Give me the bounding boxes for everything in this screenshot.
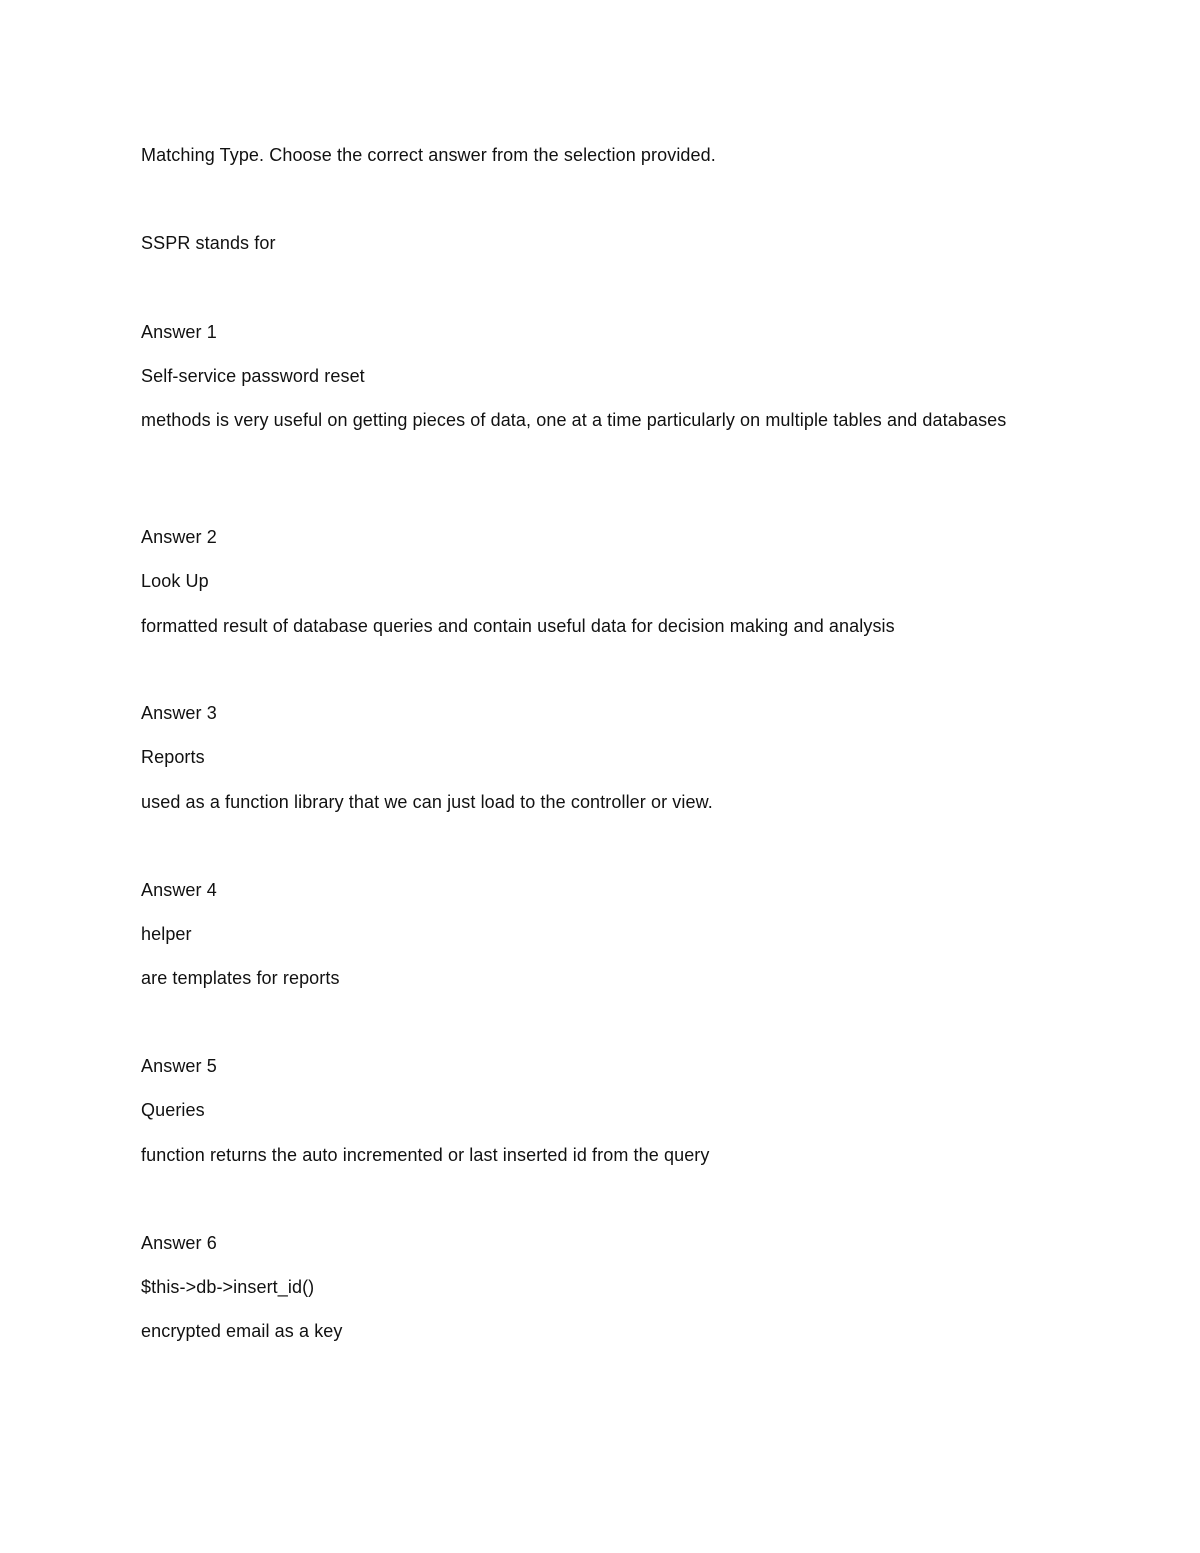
answer-2-label: Answer 2	[141, 527, 217, 547]
answer-4-label: Answer 4	[141, 880, 217, 900]
answer-4-next-prompt: are templates for reports	[141, 968, 340, 988]
instructions-text: Matching Type. Choose the correct answer from the selection provided.	[141, 145, 716, 165]
answer-3-value: Reports	[141, 747, 205, 767]
answer-1-label: Answer 1	[141, 322, 217, 342]
answer-4-value: helper	[141, 924, 192, 944]
answer-6-next-prompt: encrypted email as a key	[141, 1321, 343, 1341]
answer-1-next-prompt: methods is very useful on getting pieces of data, one at a time particularly on multiple tables and databases	[141, 410, 1007, 430]
answer-3-next-prompt: used as a function library that we can just load to the controller or view.	[141, 792, 713, 812]
answer-2-next-prompt: formatted result of database queries and contain useful data for decision making and analysis	[141, 616, 895, 636]
question-text: SSPR stands for	[141, 233, 276, 253]
answer-1-value: Self-service password reset	[141, 366, 365, 386]
answer-6-label: Answer 6	[141, 1233, 217, 1253]
answer-5-label: Answer 5	[141, 1056, 217, 1076]
answer-3-label: Answer 3	[141, 703, 217, 723]
answer-6-value: $this->db->insert_id()	[141, 1277, 315, 1297]
answer-5-next-prompt: function returns the auto incremented or last inserted id from the query	[141, 1145, 710, 1165]
answer-2-value: Look Up	[141, 571, 209, 591]
answer-5-value: Queries	[141, 1100, 205, 1120]
